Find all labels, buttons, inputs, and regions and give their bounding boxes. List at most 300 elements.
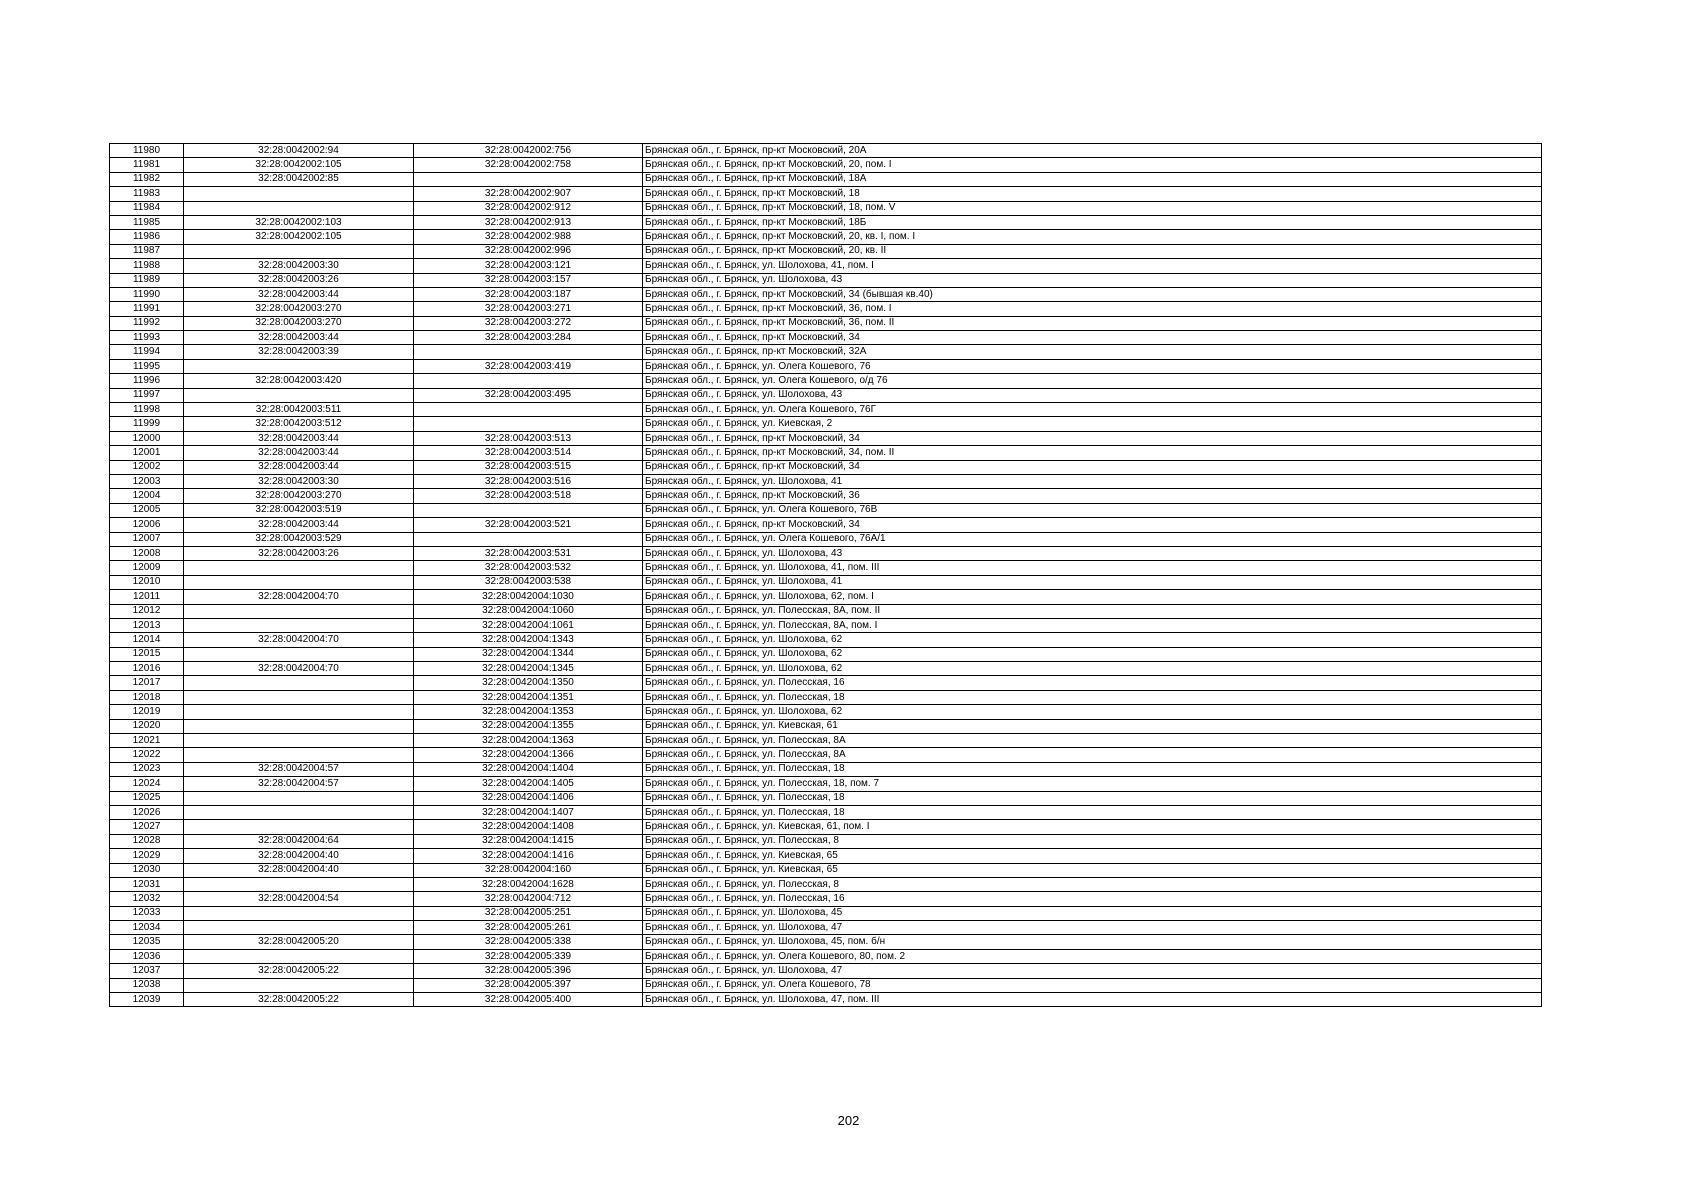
row-number-cell: 12023 bbox=[110, 762, 184, 776]
address-cell: Брянская обл., г. Брянск, ул. Шолохова, 62 bbox=[643, 705, 1542, 719]
object-cadastral-number-cell bbox=[414, 172, 643, 186]
table-row bbox=[110, 431, 1542, 445]
address-cell: Брянская обл., г. Брянск, пр-кт Московский, 18Б bbox=[643, 215, 1542, 229]
table-row bbox=[110, 187, 1542, 201]
row-number-cell: 12016 bbox=[110, 662, 184, 676]
object-cadastral-number-cell bbox=[414, 417, 643, 431]
address-cell: Брянская обл., г. Брянск, ул. Полесская, 8А, пом. I bbox=[643, 618, 1542, 632]
address-cell: Брянская обл., г. Брянск, пр-кт Московский, 36 bbox=[643, 489, 1542, 503]
row-number-cell: 11992 bbox=[110, 316, 184, 330]
object-cadastral-number-cell: 32:28:0042003:271 bbox=[414, 302, 643, 316]
table-row bbox=[110, 302, 1542, 316]
table-row bbox=[110, 446, 1542, 460]
table-row bbox=[110, 633, 1542, 647]
object-cadastral-number-cell: 32:28:0042005:397 bbox=[414, 978, 643, 992]
row-number-cell: 11996 bbox=[110, 374, 184, 388]
row-number-cell: 12013 bbox=[110, 618, 184, 632]
row-number-cell: 12022 bbox=[110, 748, 184, 762]
object-cadastral-number-cell bbox=[414, 403, 643, 417]
land-cadastral-number-cell: 32:28:0042004:40 bbox=[184, 849, 414, 863]
land-cadastral-number-cell bbox=[184, 978, 414, 992]
land-cadastral-number-cell: 32:28:0042004:40 bbox=[184, 863, 414, 877]
row-number-cell: 11980 bbox=[110, 144, 184, 158]
row-number-cell: 11981 bbox=[110, 158, 184, 172]
object-cadastral-number-cell: 32:28:0042003:515 bbox=[414, 460, 643, 474]
address-cell: Брянская обл., г. Брянск, ул. Олега Кошевого, 76Г bbox=[643, 403, 1542, 417]
row-number-cell: 12015 bbox=[110, 647, 184, 661]
object-cadastral-number-cell: 32:28:0042004:1405 bbox=[414, 777, 643, 791]
address-cell: Брянская обл., г. Брянск, пр-кт Московский, 34 bbox=[643, 518, 1542, 532]
table-row bbox=[110, 690, 1542, 704]
land-cadastral-number-cell bbox=[184, 690, 414, 704]
land-cadastral-number-cell bbox=[184, 949, 414, 963]
land-cadastral-number-cell: 32:28:0042003:511 bbox=[184, 403, 414, 417]
table-row bbox=[110, 144, 1542, 158]
land-cadastral-number-cell: 32:28:0042004:54 bbox=[184, 892, 414, 906]
address-cell: Брянская обл., г. Брянск, ул. Шолохова, 41 bbox=[643, 474, 1542, 488]
object-cadastral-number-cell: 32:28:0042002:913 bbox=[414, 215, 643, 229]
table-row bbox=[110, 575, 1542, 589]
row-number-cell: 12024 bbox=[110, 777, 184, 791]
land-cadastral-number-cell bbox=[184, 805, 414, 819]
table-row bbox=[110, 978, 1542, 992]
row-number-cell: 12031 bbox=[110, 877, 184, 891]
row-number-cell: 12019 bbox=[110, 705, 184, 719]
registry-table-body bbox=[110, 144, 1542, 1007]
address-cell: Брянская обл., г. Брянск, ул. Шолохова, 41, пом. III bbox=[643, 561, 1542, 575]
row-number-cell: 12029 bbox=[110, 849, 184, 863]
land-cadastral-number-cell bbox=[184, 201, 414, 215]
object-cadastral-number-cell: 32:28:0042005:396 bbox=[414, 964, 643, 978]
row-number-cell: 12014 bbox=[110, 633, 184, 647]
address-cell: Брянская обл., г. Брянск, ул. Киевская, 65 bbox=[643, 849, 1542, 863]
address-cell: Брянская обл., г. Брянск, ул. Киевская, 61, пом. I bbox=[643, 820, 1542, 834]
object-cadastral-number-cell: 32:28:0042004:1343 bbox=[414, 633, 643, 647]
land-cadastral-number-cell bbox=[184, 647, 414, 661]
object-cadastral-number-cell: 32:28:0042005:338 bbox=[414, 935, 643, 949]
land-cadastral-number-cell bbox=[184, 705, 414, 719]
address-cell: Брянская обл., г. Брянск, ул. Полесская, 16 bbox=[643, 892, 1542, 906]
row-number-cell: 12007 bbox=[110, 532, 184, 546]
address-cell: Брянская обл., г. Брянск, ул. Полесская, 8А bbox=[643, 748, 1542, 762]
object-cadastral-number-cell: 32:28:0042004:712 bbox=[414, 892, 643, 906]
object-cadastral-number-cell bbox=[414, 532, 643, 546]
land-cadastral-number-cell: 32:28:0042003:529 bbox=[184, 532, 414, 546]
land-cadastral-number-cell bbox=[184, 359, 414, 373]
object-cadastral-number-cell: 32:28:0042004:1344 bbox=[414, 647, 643, 661]
address-cell: Брянская обл., г. Брянск, пр-кт Московский, 36, пом. I bbox=[643, 302, 1542, 316]
table-row bbox=[110, 316, 1542, 330]
object-cadastral-number-cell: 32:28:0042004:1363 bbox=[414, 734, 643, 748]
row-number-cell: 12036 bbox=[110, 949, 184, 963]
table-row bbox=[110, 331, 1542, 345]
land-cadastral-number-cell: 32:28:0042003:420 bbox=[184, 374, 414, 388]
address-cell: Брянская обл., г. Брянск, ул. Полесская, 8А, пом. II bbox=[643, 604, 1542, 618]
land-cadastral-number-cell: 32:28:0042004:70 bbox=[184, 662, 414, 676]
address-cell: Брянская обл., г. Брянск, ул. Олега Кошевого, о/д 76 bbox=[643, 374, 1542, 388]
address-cell: Брянская обл., г. Брянск, ул. Шолохова, 45 bbox=[643, 906, 1542, 920]
table-row bbox=[110, 791, 1542, 805]
land-cadastral-number-cell: 32:28:0042003:270 bbox=[184, 489, 414, 503]
land-cadastral-number-cell: 32:28:0042003:44 bbox=[184, 518, 414, 532]
table-row bbox=[110, 345, 1542, 359]
address-cell: Брянская обл., г. Брянск, пр-кт Московский, 34 (бывшая кв.40) bbox=[643, 287, 1542, 301]
land-cadastral-number-cell bbox=[184, 877, 414, 891]
land-cadastral-number-cell: 32:28:0042003:30 bbox=[184, 259, 414, 273]
land-cadastral-number-cell: 32:28:0042002:94 bbox=[184, 144, 414, 158]
land-cadastral-number-cell: 32:28:0042002:105 bbox=[184, 230, 414, 244]
row-number-cell: 11986 bbox=[110, 230, 184, 244]
address-cell: Брянская обл., г. Брянск, пр-кт Московский, 18 bbox=[643, 187, 1542, 201]
land-cadastral-number-cell: 32:28:0042003:39 bbox=[184, 345, 414, 359]
table-row bbox=[110, 518, 1542, 532]
address-cell: Брянская обл., г. Брянск, пр-кт Московский, 20, пом. I bbox=[643, 158, 1542, 172]
row-number-cell: 11987 bbox=[110, 244, 184, 258]
object-cadastral-number-cell: 32:28:0042003:272 bbox=[414, 316, 643, 330]
row-number-cell: 12009 bbox=[110, 561, 184, 575]
table-row bbox=[110, 647, 1542, 661]
object-cadastral-number-cell: 32:28:0042003:521 bbox=[414, 518, 643, 532]
object-cadastral-number-cell: 32:28:0042004:1406 bbox=[414, 791, 643, 805]
row-number-cell: 12001 bbox=[110, 446, 184, 460]
object-cadastral-number-cell: 32:28:0042002:756 bbox=[414, 144, 643, 158]
table-row bbox=[110, 417, 1542, 431]
land-cadastral-number-cell bbox=[184, 791, 414, 805]
object-cadastral-number-cell: 32:28:0042004:1355 bbox=[414, 719, 643, 733]
object-cadastral-number-cell: 32:28:0042005:339 bbox=[414, 949, 643, 963]
row-number-cell: 11991 bbox=[110, 302, 184, 316]
table-row bbox=[110, 158, 1542, 172]
row-number-cell: 12025 bbox=[110, 791, 184, 805]
address-cell: Брянская обл., г. Брянск, пр-кт Московский, 34, пом. II bbox=[643, 446, 1542, 460]
land-cadastral-number-cell: 32:28:0042003:30 bbox=[184, 474, 414, 488]
land-cadastral-number-cell: 32:28:0042003:44 bbox=[184, 331, 414, 345]
table-row bbox=[110, 359, 1542, 373]
table-row bbox=[110, 172, 1542, 186]
address-cell: Брянская обл., г. Брянск, ул. Полесская, 8 bbox=[643, 834, 1542, 848]
land-cadastral-number-cell bbox=[184, 244, 414, 258]
object-cadastral-number-cell: 32:28:0042003:538 bbox=[414, 575, 643, 589]
object-cadastral-number-cell: 32:28:0042004:1408 bbox=[414, 820, 643, 834]
object-cadastral-number-cell: 32:28:0042002:907 bbox=[414, 187, 643, 201]
address-cell: Брянская обл., г. Брянск, ул. Полесская, 18 bbox=[643, 762, 1542, 776]
address-cell: Брянская обл., г. Брянск, ул. Шолохова, 45, пом. б/н bbox=[643, 935, 1542, 949]
page-number: 202 bbox=[837, 1113, 860, 1128]
table-row bbox=[110, 460, 1542, 474]
table-row bbox=[110, 618, 1542, 632]
object-cadastral-number-cell: 32:28:0042004:1366 bbox=[414, 748, 643, 762]
object-cadastral-number-cell: 32:28:0042002:988 bbox=[414, 230, 643, 244]
row-number-cell: 12011 bbox=[110, 590, 184, 604]
address-cell: Брянская обл., г. Брянск, ул. Шолохова, 62, пом. I bbox=[643, 590, 1542, 604]
table-row bbox=[110, 287, 1542, 301]
land-cadastral-number-cell bbox=[184, 618, 414, 632]
object-cadastral-number-cell: 32:28:0042004:1350 bbox=[414, 676, 643, 690]
land-cadastral-number-cell: 32:28:0042002:85 bbox=[184, 172, 414, 186]
table-row bbox=[110, 546, 1542, 560]
table-row bbox=[110, 273, 1542, 287]
address-cell: Брянская обл., г. Брянск, пр-кт Московский, 18А bbox=[643, 172, 1542, 186]
land-cadastral-number-cell bbox=[184, 604, 414, 618]
address-cell: Брянская обл., г. Брянск, ул. Полесская, 18 bbox=[643, 690, 1542, 704]
row-number-cell: 12027 bbox=[110, 820, 184, 834]
land-cadastral-number-cell bbox=[184, 676, 414, 690]
table-row bbox=[110, 590, 1542, 604]
row-number-cell: 11984 bbox=[110, 201, 184, 215]
object-cadastral-number-cell: 32:28:0042002:912 bbox=[414, 201, 643, 215]
land-cadastral-number-cell: 32:28:0042003:270 bbox=[184, 302, 414, 316]
row-number-cell: 12006 bbox=[110, 518, 184, 532]
land-cadastral-number-cell: 32:28:0042002:105 bbox=[184, 158, 414, 172]
object-cadastral-number-cell: 32:28:0042003:513 bbox=[414, 431, 643, 445]
address-cell: Брянская обл., г. Брянск, ул. Полесская, 18 bbox=[643, 805, 1542, 819]
address-cell: Брянская обл., г. Брянск, ул. Олега Кошевого, 78 bbox=[643, 978, 1542, 992]
table-row bbox=[110, 705, 1542, 719]
table-row bbox=[110, 921, 1542, 935]
land-cadastral-number-cell: 32:28:0042003:512 bbox=[184, 417, 414, 431]
address-cell: Брянская обл., г. Брянск, ул. Киевская, 61 bbox=[643, 719, 1542, 733]
land-cadastral-number-cell: 32:28:0042005:22 bbox=[184, 993, 414, 1007]
address-cell: Брянская обл., г. Брянск, ул. Шолохова, 41 bbox=[643, 575, 1542, 589]
table-row bbox=[110, 863, 1542, 877]
table-row bbox=[110, 935, 1542, 949]
address-cell: Брянская обл., г. Брянск, пр-кт Московский, 34 bbox=[643, 460, 1542, 474]
table-row bbox=[110, 849, 1542, 863]
table-row bbox=[110, 403, 1542, 417]
table-row bbox=[110, 892, 1542, 906]
row-number-cell: 11993 bbox=[110, 331, 184, 345]
address-cell: Брянская обл., г. Брянск, пр-кт Московский, 20, кв. II bbox=[643, 244, 1542, 258]
land-cadastral-number-cell: 32:28:0042003:44 bbox=[184, 431, 414, 445]
table-row bbox=[110, 374, 1542, 388]
address-cell: Брянская обл., г. Брянск, ул. Шолохова, 47 bbox=[643, 964, 1542, 978]
land-cadastral-number-cell: 32:28:0042005:20 bbox=[184, 935, 414, 949]
row-number-cell: 11983 bbox=[110, 187, 184, 201]
row-number-cell: 11999 bbox=[110, 417, 184, 431]
land-cadastral-number-cell: 32:28:0042004:57 bbox=[184, 762, 414, 776]
object-cadastral-number-cell: 32:28:0042003:531 bbox=[414, 546, 643, 560]
address-cell: Брянская обл., г. Брянск, ул. Полесская, 18 bbox=[643, 791, 1542, 805]
table-row bbox=[110, 906, 1542, 920]
table-row bbox=[110, 662, 1542, 676]
address-cell: Брянская обл., г. Брянск, ул. Шолохова, 43 bbox=[643, 273, 1542, 287]
address-cell: Брянская обл., г. Брянск, ул. Шолохова, 62 bbox=[643, 662, 1542, 676]
address-cell: Брянская обл., г. Брянск, ул. Полесская, 8А bbox=[643, 734, 1542, 748]
address-cell: Брянская обл., г. Брянск, ул. Шолохова, 47, пом. III bbox=[643, 993, 1542, 1007]
object-cadastral-number-cell: 32:28:0042004:1407 bbox=[414, 805, 643, 819]
object-cadastral-number-cell: 32:28:0042003:284 bbox=[414, 331, 643, 345]
address-cell: Брянская обл., г. Брянск, ул. Шолохова, 47 bbox=[643, 921, 1542, 935]
object-cadastral-number-cell bbox=[414, 345, 643, 359]
land-cadastral-number-cell: 32:28:0042003:26 bbox=[184, 273, 414, 287]
land-cadastral-number-cell: 32:28:0042003:44 bbox=[184, 446, 414, 460]
table-row bbox=[110, 474, 1542, 488]
row-number-cell: 11998 bbox=[110, 403, 184, 417]
object-cadastral-number-cell: 32:28:0042003:157 bbox=[414, 273, 643, 287]
land-cadastral-number-cell bbox=[184, 734, 414, 748]
land-cadastral-number-cell bbox=[184, 748, 414, 762]
object-cadastral-number-cell: 32:28:0042003:121 bbox=[414, 259, 643, 273]
object-cadastral-number-cell bbox=[414, 374, 643, 388]
row-number-cell: 12000 bbox=[110, 431, 184, 445]
land-cadastral-number-cell bbox=[184, 187, 414, 201]
address-cell: Брянская обл., г. Брянск, ул. Олега Кошевого, 80, пом. 2 bbox=[643, 949, 1542, 963]
table-row bbox=[110, 230, 1542, 244]
row-number-cell: 12004 bbox=[110, 489, 184, 503]
table-row bbox=[110, 777, 1542, 791]
address-cell: Брянская обл., г. Брянск, пр-кт Московский, 34 bbox=[643, 431, 1542, 445]
row-number-cell: 12033 bbox=[110, 906, 184, 920]
address-cell: Брянская обл., г. Брянск, ул. Шолохова, 62 bbox=[643, 647, 1542, 661]
table-row bbox=[110, 805, 1542, 819]
table-row bbox=[110, 762, 1542, 776]
row-number-cell: 12037 bbox=[110, 964, 184, 978]
object-cadastral-number-cell: 32:28:0042003:532 bbox=[414, 561, 643, 575]
land-cadastral-number-cell: 32:28:0042004:57 bbox=[184, 777, 414, 791]
row-number-cell: 11995 bbox=[110, 359, 184, 373]
address-cell: Брянская обл., г. Брянск, ул. Полесская, 8 bbox=[643, 877, 1542, 891]
address-cell: Брянская обл., г. Брянск, ул. Киевская, 2 bbox=[643, 417, 1542, 431]
row-number-cell: 12038 bbox=[110, 978, 184, 992]
address-cell: Брянская обл., г. Брянск, ул. Олега Кошевого, 76 bbox=[643, 359, 1542, 373]
object-cadastral-number-cell: 32:28:0042003:419 bbox=[414, 359, 643, 373]
row-number-cell: 12028 bbox=[110, 834, 184, 848]
object-cadastral-number-cell: 32:28:0042004:1416 bbox=[414, 849, 643, 863]
object-cadastral-number-cell: 32:28:0042004:1345 bbox=[414, 662, 643, 676]
address-cell: Брянская обл., г. Брянск, пр-кт Московский, 34 bbox=[643, 331, 1542, 345]
object-cadastral-number-cell: 32:28:0042005:261 bbox=[414, 921, 643, 935]
object-cadastral-number-cell: 32:28:0042004:1351 bbox=[414, 690, 643, 704]
object-cadastral-number-cell bbox=[414, 503, 643, 517]
address-cell: Брянская обл., г. Брянск, ул. Шолохова, 62 bbox=[643, 633, 1542, 647]
address-cell: Брянская обл., г. Брянск, пр-кт Московский, 18, пом. V bbox=[643, 201, 1542, 215]
table-row bbox=[110, 676, 1542, 690]
row-number-cell: 12003 bbox=[110, 474, 184, 488]
object-cadastral-number-cell: 32:28:0042004:1060 bbox=[414, 604, 643, 618]
row-number-cell: 12018 bbox=[110, 690, 184, 704]
row-number-cell: 11985 bbox=[110, 215, 184, 229]
object-cadastral-number-cell: 32:28:0042003:518 bbox=[414, 489, 643, 503]
land-cadastral-number-cell bbox=[184, 575, 414, 589]
address-cell: Брянская обл., г. Брянск, ул. Полесская, 16 bbox=[643, 676, 1542, 690]
table-row bbox=[110, 820, 1542, 834]
land-cadastral-number-cell: 32:28:0042004:70 bbox=[184, 590, 414, 604]
table-row bbox=[110, 561, 1542, 575]
address-cell: Брянская обл., г. Брянск, ул. Олега Кошевого, 76В bbox=[643, 503, 1542, 517]
row-number-cell: 12030 bbox=[110, 863, 184, 877]
land-cadastral-number-cell bbox=[184, 906, 414, 920]
table-row bbox=[110, 244, 1542, 258]
address-cell: Брянская обл., г. Брянск, ул. Олега Кошевого, 76А/1 bbox=[643, 532, 1542, 546]
object-cadastral-number-cell: 32:28:0042005:251 bbox=[414, 906, 643, 920]
land-cadastral-number-cell bbox=[184, 719, 414, 733]
row-number-cell: 11994 bbox=[110, 345, 184, 359]
address-cell: Брянская обл., г. Брянск, пр-кт Московский, 32А bbox=[643, 345, 1542, 359]
table-row bbox=[110, 604, 1542, 618]
row-number-cell: 11990 bbox=[110, 287, 184, 301]
table-row bbox=[110, 215, 1542, 229]
table-row bbox=[110, 489, 1542, 503]
row-number-cell: 12039 bbox=[110, 993, 184, 1007]
row-number-cell: 12005 bbox=[110, 503, 184, 517]
table-row bbox=[110, 877, 1542, 891]
address-cell: Брянская обл., г. Брянск, ул. Шолохова, 43 bbox=[643, 388, 1542, 402]
land-cadastral-number-cell: 32:28:0042004:64 bbox=[184, 834, 414, 848]
land-cadastral-number-cell: 32:28:0042003:26 bbox=[184, 546, 414, 560]
object-cadastral-number-cell: 32:28:0042003:495 bbox=[414, 388, 643, 402]
row-number-cell: 12017 bbox=[110, 676, 184, 690]
land-cadastral-number-cell bbox=[184, 921, 414, 935]
object-cadastral-number-cell: 32:28:0042004:1353 bbox=[414, 705, 643, 719]
table-row bbox=[110, 748, 1542, 762]
object-cadastral-number-cell: 32:28:0042003:514 bbox=[414, 446, 643, 460]
address-cell: Брянская обл., г. Брянск, пр-кт Московский, 36, пом. II bbox=[643, 316, 1542, 330]
table-row bbox=[110, 964, 1542, 978]
address-cell: Брянская обл., г. Брянск, ул. Полесская, 18, пом. 7 bbox=[643, 777, 1542, 791]
row-number-cell: 11982 bbox=[110, 172, 184, 186]
land-cadastral-number-cell bbox=[184, 820, 414, 834]
land-cadastral-number-cell: 32:28:0042003:270 bbox=[184, 316, 414, 330]
table-row bbox=[110, 503, 1542, 517]
object-cadastral-number-cell: 32:28:0042004:1030 bbox=[414, 590, 643, 604]
address-cell: Брянская обл., г. Брянск, ул. Шолохова, 43 bbox=[643, 546, 1542, 560]
object-cadastral-number-cell: 32:28:0042002:758 bbox=[414, 158, 643, 172]
table-row bbox=[110, 834, 1542, 848]
object-cadastral-number-cell: 32:28:0042004:1415 bbox=[414, 834, 643, 848]
address-cell: Брянская обл., г. Брянск, пр-кт Московский, 20, кв. I, пом. I bbox=[643, 230, 1542, 244]
row-number-cell: 12002 bbox=[110, 460, 184, 474]
land-cadastral-number-cell: 32:28:0042003:44 bbox=[184, 287, 414, 301]
table-row bbox=[110, 201, 1542, 215]
row-number-cell: 11989 bbox=[110, 273, 184, 287]
row-number-cell: 12008 bbox=[110, 546, 184, 560]
object-cadastral-number-cell: 32:28:0042004:1061 bbox=[414, 618, 643, 632]
land-cadastral-number-cell: 32:28:0042005:22 bbox=[184, 964, 414, 978]
row-number-cell: 12012 bbox=[110, 604, 184, 618]
registry-table bbox=[109, 143, 1542, 1007]
table-row bbox=[110, 719, 1542, 733]
land-cadastral-number-cell: 32:28:0042003:44 bbox=[184, 460, 414, 474]
row-number-cell: 12020 bbox=[110, 719, 184, 733]
land-cadastral-number-cell bbox=[184, 388, 414, 402]
land-cadastral-number-cell: 32:28:0042003:519 bbox=[184, 503, 414, 517]
object-cadastral-number-cell: 32:28:0042003:187 bbox=[414, 287, 643, 301]
row-number-cell: 12021 bbox=[110, 734, 184, 748]
table-row bbox=[110, 388, 1542, 402]
object-cadastral-number-cell: 32:28:0042004:1628 bbox=[414, 877, 643, 891]
land-cadastral-number-cell bbox=[184, 561, 414, 575]
object-cadastral-number-cell: 32:28:0042002:996 bbox=[414, 244, 643, 258]
row-number-cell: 12034 bbox=[110, 921, 184, 935]
table-row bbox=[110, 949, 1542, 963]
address-cell: Брянская обл., г. Брянск, пр-кт Московский, 20А bbox=[643, 144, 1542, 158]
table-row bbox=[110, 259, 1542, 273]
land-cadastral-number-cell: 32:28:0042002:103 bbox=[184, 215, 414, 229]
row-number-cell: 12010 bbox=[110, 575, 184, 589]
object-cadastral-number-cell: 32:28:0042004:1404 bbox=[414, 762, 643, 776]
row-number-cell: 12035 bbox=[110, 935, 184, 949]
table-row bbox=[110, 734, 1542, 748]
object-cadastral-number-cell: 32:28:0042004:160 bbox=[414, 863, 643, 877]
table-row bbox=[110, 993, 1542, 1007]
address-cell: Брянская обл., г. Брянск, ул. Шолохова, 41, пом. I bbox=[643, 259, 1542, 273]
address-cell: Брянская обл., г. Брянск, ул. Киевская, 65 bbox=[643, 863, 1542, 877]
object-cadastral-number-cell: 32:28:0042005:400 bbox=[414, 993, 643, 1007]
row-number-cell: 11988 bbox=[110, 259, 184, 273]
table-row bbox=[110, 532, 1542, 546]
row-number-cell: 12026 bbox=[110, 805, 184, 819]
object-cadastral-number-cell: 32:28:0042003:516 bbox=[414, 474, 643, 488]
